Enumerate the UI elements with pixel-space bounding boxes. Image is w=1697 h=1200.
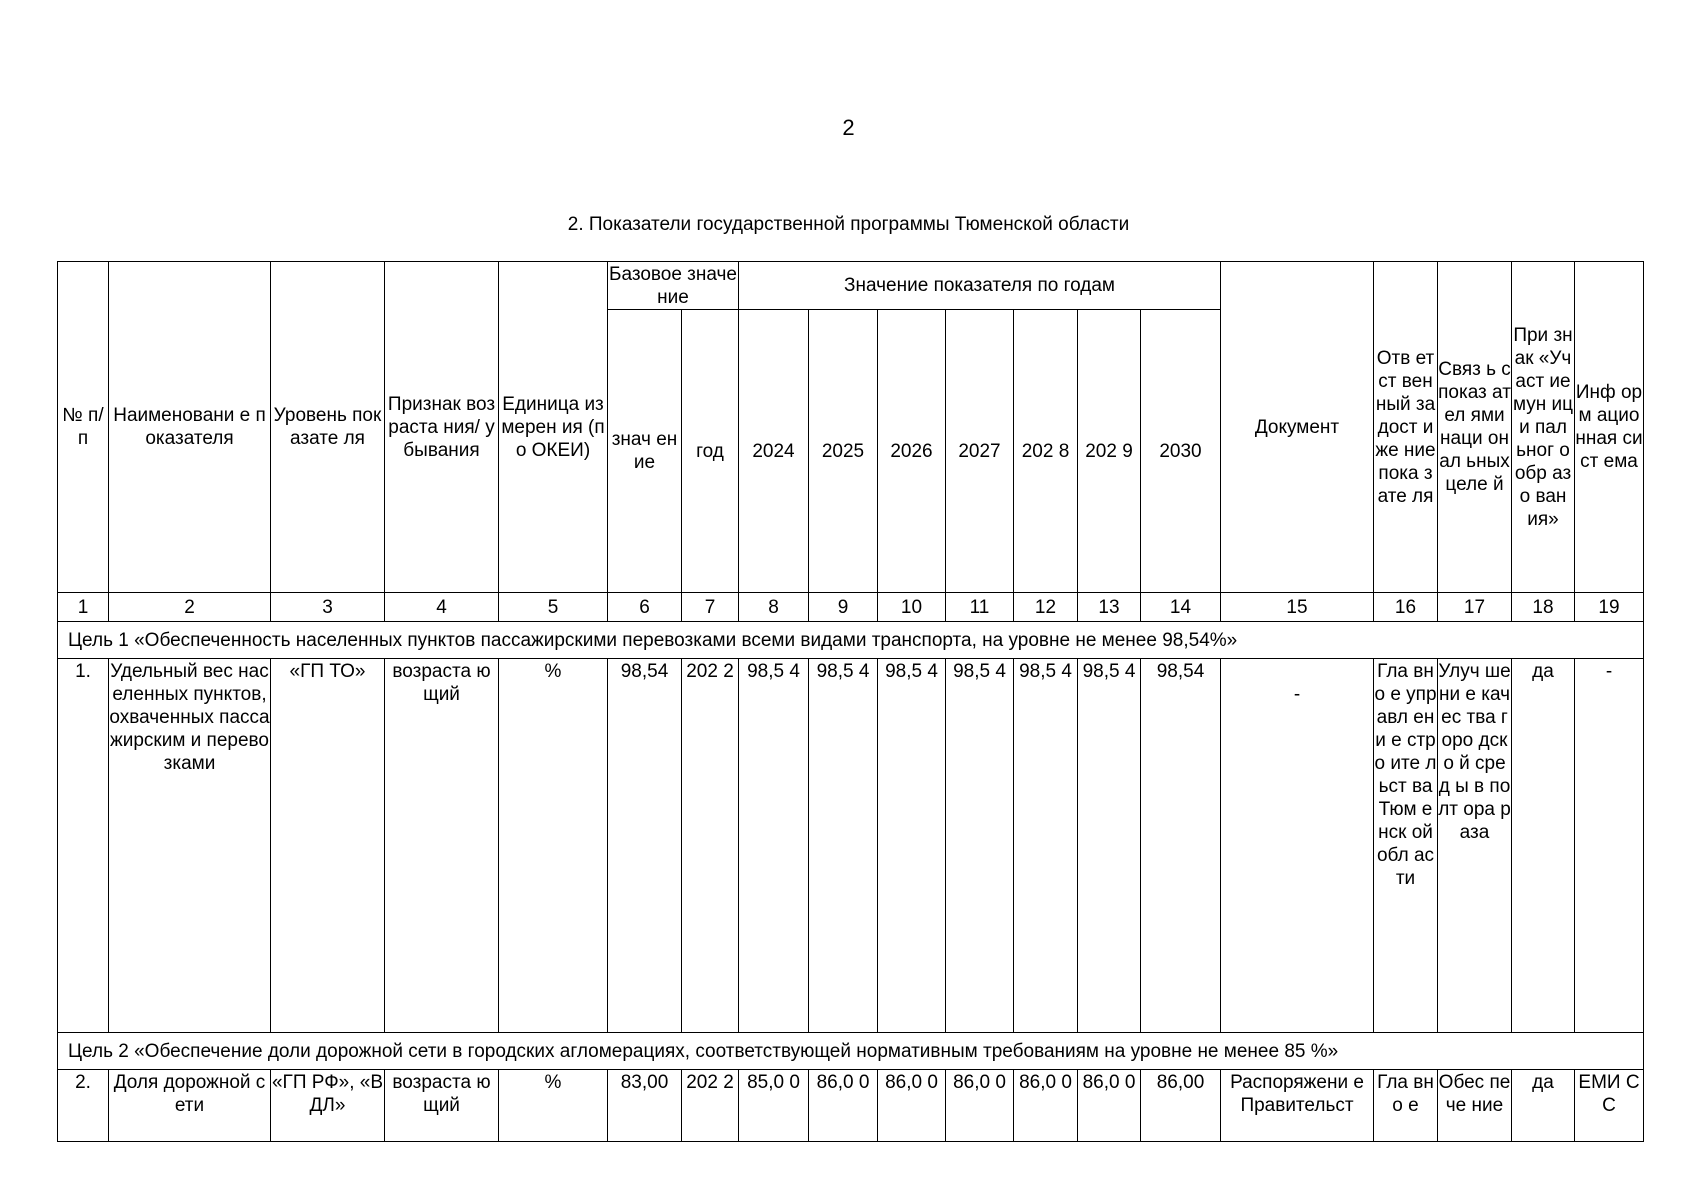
national-goals: Обес пече ние <box>1438 1070 1512 1142</box>
column-number: 8 <box>739 593 809 622</box>
header-year-2029: 202 9 <box>1078 310 1141 593</box>
column-number: 18 <box>1512 593 1575 622</box>
indicator-name: Доля дорожной сети <box>109 1070 271 1142</box>
column-number: 6 <box>608 593 682 622</box>
document-title: 2. Показатели государственной программы Тюменской области <box>567 214 1130 235</box>
value-2027: 98,5 4 <box>946 659 1014 1033</box>
municipal-flag: да <box>1512 659 1575 1033</box>
page-number: 2 <box>842 115 855 140</box>
header-unit: Единица измерен ия (по ОКЕИ) <box>499 262 608 593</box>
header-base-value: знач ение <box>608 310 682 593</box>
indicator-level: «ГП РФ», «ВДЛ» <box>271 1070 385 1142</box>
header-year-2026: 2026 <box>878 310 946 593</box>
column-number: 13 <box>1078 593 1141 622</box>
column-number: 16 <box>1374 593 1438 622</box>
value-2028: 98,5 4 <box>1014 659 1078 1033</box>
column-number: 12 <box>1014 593 1078 622</box>
indicator-unit: % <box>499 659 608 1033</box>
value-2025: 98,5 4 <box>809 659 878 1033</box>
responsible: Гла вно е упр авл ени е стро ите льст ва Тюм енск ой обл асти <box>1374 659 1438 1033</box>
base-year: 202 2 <box>682 659 739 1033</box>
value-2030: 86,00 <box>1141 1070 1221 1142</box>
responsible: Гла вно е <box>1374 1070 1438 1142</box>
value-2028: 86,0 0 <box>1014 1070 1078 1142</box>
header-year-2028: 202 8 <box>1014 310 1078 593</box>
column-number: 11 <box>946 593 1014 622</box>
indicator-name: Удельный вес населенных пунктов, охваченных пассажирским и перевозками <box>109 659 271 1033</box>
header-document: Документ <box>1221 262 1374 593</box>
header-trend: Признак возраста ния/ убывания <box>385 262 499 593</box>
info-system: - <box>1575 659 1644 1033</box>
indicator-level: «ГП ТО» <box>271 659 385 1033</box>
indicator-trend: возраста ющий <box>385 1070 499 1142</box>
header-national-goals: Связ ь с показ ател ями наци онал ьных целе й <box>1438 262 1512 593</box>
goal-1-text: Цель 1 «Обеспеченность населенных пунктов пассажирскими перевозками всеми видами транспорта, на уровне не менее 98,54%» <box>58 622 1644 659</box>
header-base-group: Базовое значение <box>609 263 737 308</box>
header-year-2025: 2025 <box>809 310 878 593</box>
municipal-flag: да <box>1512 1070 1575 1142</box>
header-base-year: год <box>682 310 739 593</box>
base-year: 202 2 <box>682 1070 739 1142</box>
info-system: ЕМИ СС <box>1575 1070 1644 1142</box>
value-2029: 86,0 0 <box>1078 1070 1141 1142</box>
indicator-trend: возраста ющий <box>385 659 499 1033</box>
indicators-table <box>57 261 1644 1142</box>
column-number: 19 <box>1575 593 1644 622</box>
header-level: Уровень показате ля <box>271 262 385 593</box>
value-2024: 98,5 4 <box>739 659 809 1033</box>
header-info-system: Инф орм ацио нная сист ема <box>1575 262 1644 593</box>
header-num: № п/п <box>58 262 109 593</box>
header-year-2024: 2024 <box>739 310 809 593</box>
base-value: 98,54 <box>608 659 682 1033</box>
goal-row <box>58 622 1644 659</box>
value-2024: 85,0 0 <box>739 1070 809 1142</box>
column-number: 17 <box>1438 593 1512 622</box>
table-row <box>58 1070 1644 1142</box>
value-2029: 98,5 4 <box>1078 659 1141 1033</box>
column-number: 9 <box>809 593 878 622</box>
goal-2-text: Цель 2 «Обеспечение доли дорожной сети в городских агломерациях, соответствующей нормативным требованиям на уровне не менее 85 %» <box>58 1033 1644 1070</box>
value-2026: 86,0 0 <box>878 1070 946 1142</box>
column-number: 7 <box>682 593 739 622</box>
value-2025: 86,0 0 <box>809 1070 878 1142</box>
indicator-unit: % <box>499 1070 608 1142</box>
goal-row <box>58 1033 1644 1070</box>
header-row-top <box>58 262 1644 310</box>
column-number: 3 <box>271 593 385 622</box>
table-row <box>58 659 1644 1033</box>
row-num: 1. <box>58 659 109 1033</box>
document: Распоряжени е Правительст <box>1221 1070 1374 1142</box>
header-municipal: При знак «Уч аст ие мун ици пал ьног о обр азо ван ия» <box>1512 262 1575 593</box>
row-num: 2. <box>58 1070 109 1142</box>
column-number: 10 <box>878 593 946 622</box>
column-number: 4 <box>385 593 499 622</box>
header-year-2027: 2027 <box>946 310 1014 593</box>
header-responsible: Отв етст вен ный за дост иже ние пока зате ля <box>1374 262 1438 593</box>
value-2027: 86,0 0 <box>946 1070 1014 1142</box>
header-year-2030: 2030 <box>1141 310 1221 593</box>
column-number: 2 <box>109 593 271 622</box>
header-name: Наименовани е показателя <box>109 262 271 593</box>
document: - <box>1221 659 1374 1033</box>
base-value: 83,00 <box>608 1070 682 1142</box>
header-years-group: Значение показателя по годам <box>739 262 1221 310</box>
value-2026: 98,5 4 <box>878 659 946 1033</box>
national-goals: Улуч шени е качес тва горо дско й сред ы в полт ора раза <box>1438 659 1512 1033</box>
column-number: 15 <box>1221 593 1374 622</box>
column-number: 14 <box>1141 593 1221 622</box>
column-number: 5 <box>499 593 608 622</box>
column-number: 1 <box>58 593 109 622</box>
value-2030: 98,54 <box>1141 659 1221 1033</box>
column-numbers-row <box>58 593 1644 622</box>
